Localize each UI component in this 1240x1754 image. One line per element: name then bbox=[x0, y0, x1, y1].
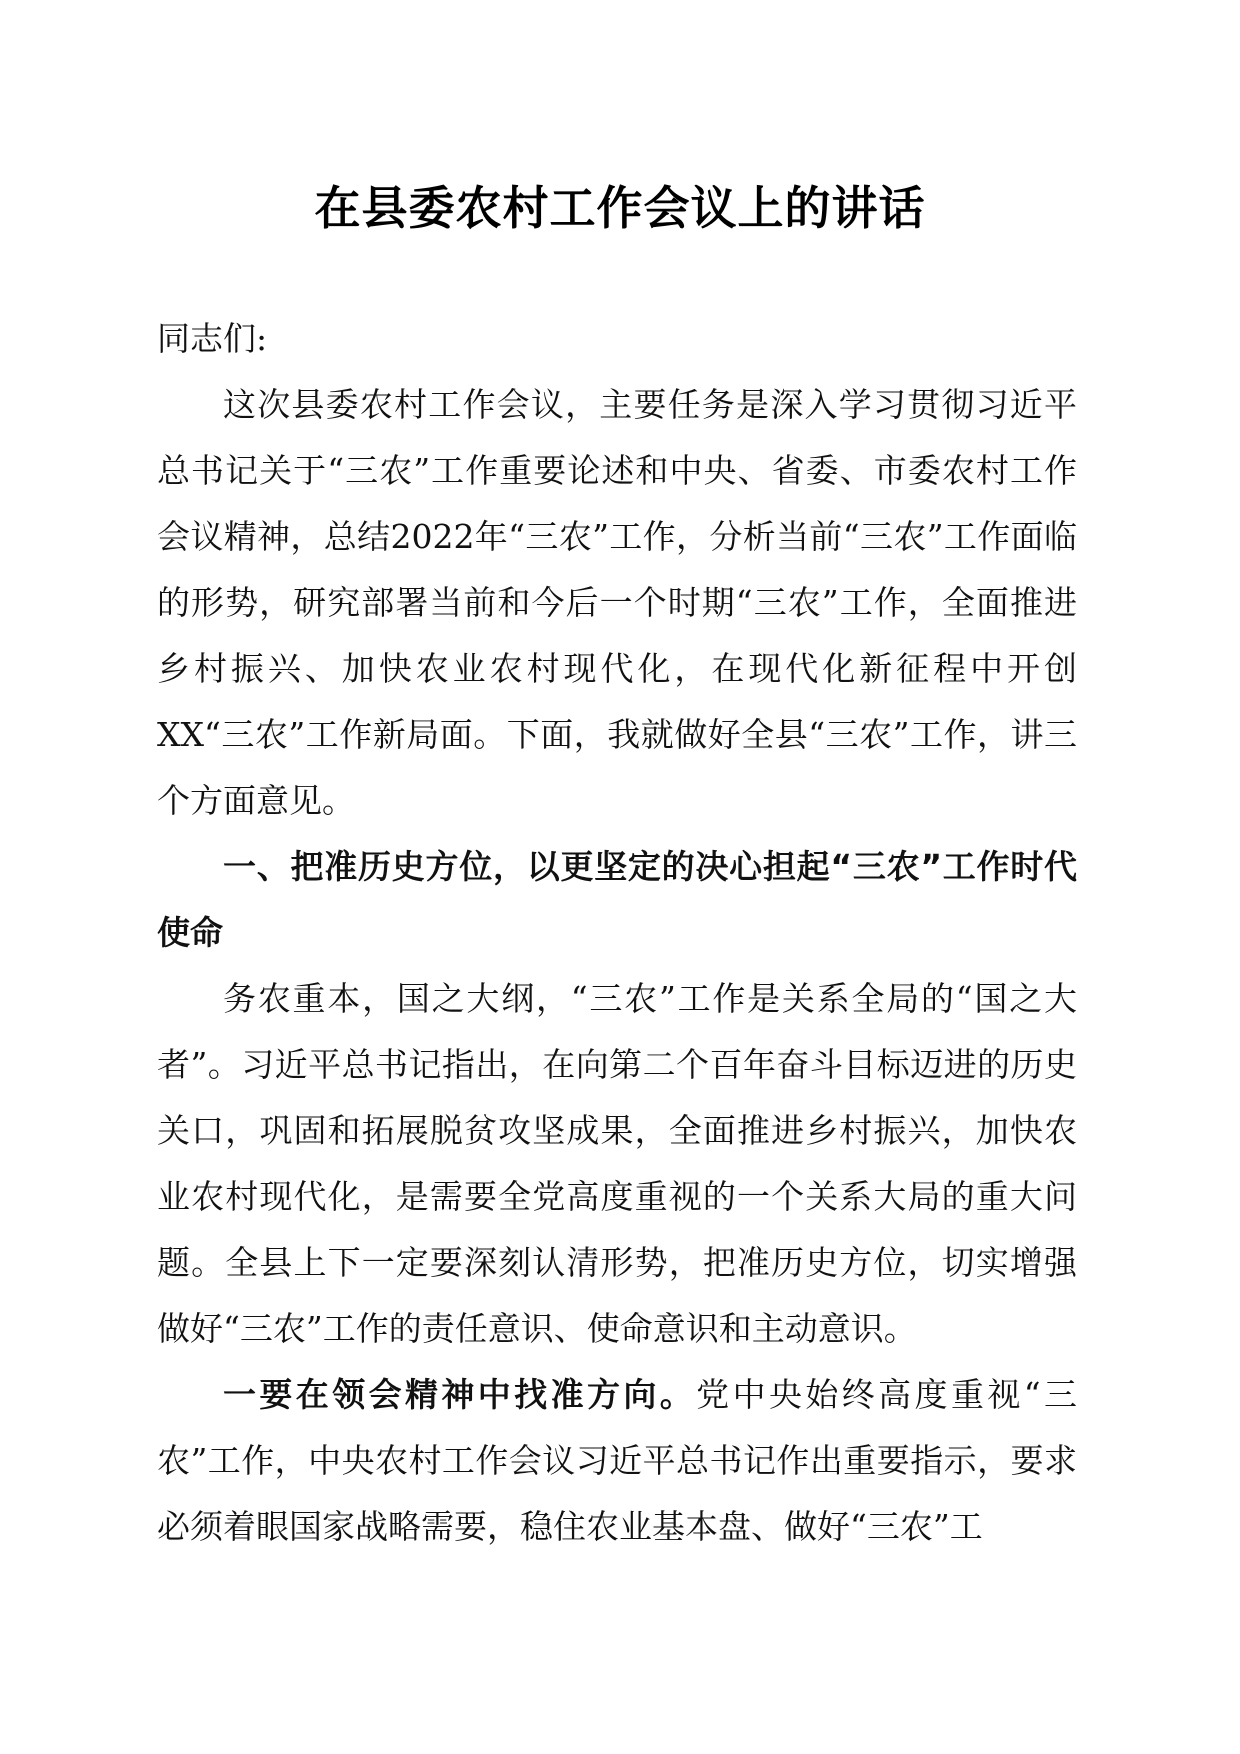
document-body bbox=[157, 306, 1077, 1560]
document-title: 在县委农村工作会议上的讲话 bbox=[314, 181, 926, 235]
point-paragraph bbox=[157, 1362, 1077, 1560]
section-heading: 一、把准历史方位，以更坚定的决心担起“三农”工作时代使命 bbox=[157, 847, 1077, 952]
section-paragraph: 务农重本，国之大纲，“三农”工作是关系全局的“国之大者”。习近平总书记指出，在向第二个百年奋斗目标迈进的历史关口，巩固和拓展脱贫攻坚成果，全面推进乡村振兴，加快农业农村现代化，是需要全党高度重视的一个关系大局的重大问题。全县上下一定要深刻认清形势，把准历史方位，切实增强做好“三农”工作的责任意识、使命意识和主动意识。 bbox=[157, 979, 1077, 1348]
point-text: 党中央始终高度重视“三农”工作，中央农村工作会议习近平总书记作出重要指示，要求必须着眼国家战略需要，稳住农业基本盘、做好“三农”工 bbox=[157, 1375, 1078, 1546]
point-lead: 一要在领会精神中找准方向。 bbox=[223, 1375, 697, 1414]
salutation: 同志们: bbox=[157, 319, 268, 358]
intro-paragraph: 这次县委农村工作会议，主要任务是深入学习贯彻习近平总书记关于“三农”工作重要论述和中央、省委、市委农村工作会议精神，总结2022年“三农”工作，分析当前“三农”工作面临的形势，研究部署当前和今后一个时期“三农”工作，全面推进乡村振兴、加快农业农村现代化，在现代化新征程中开创XX“三农”工作新局面。下面，我就做好全县“三农”工作，讲三个方面意见。 bbox=[157, 385, 1077, 820]
